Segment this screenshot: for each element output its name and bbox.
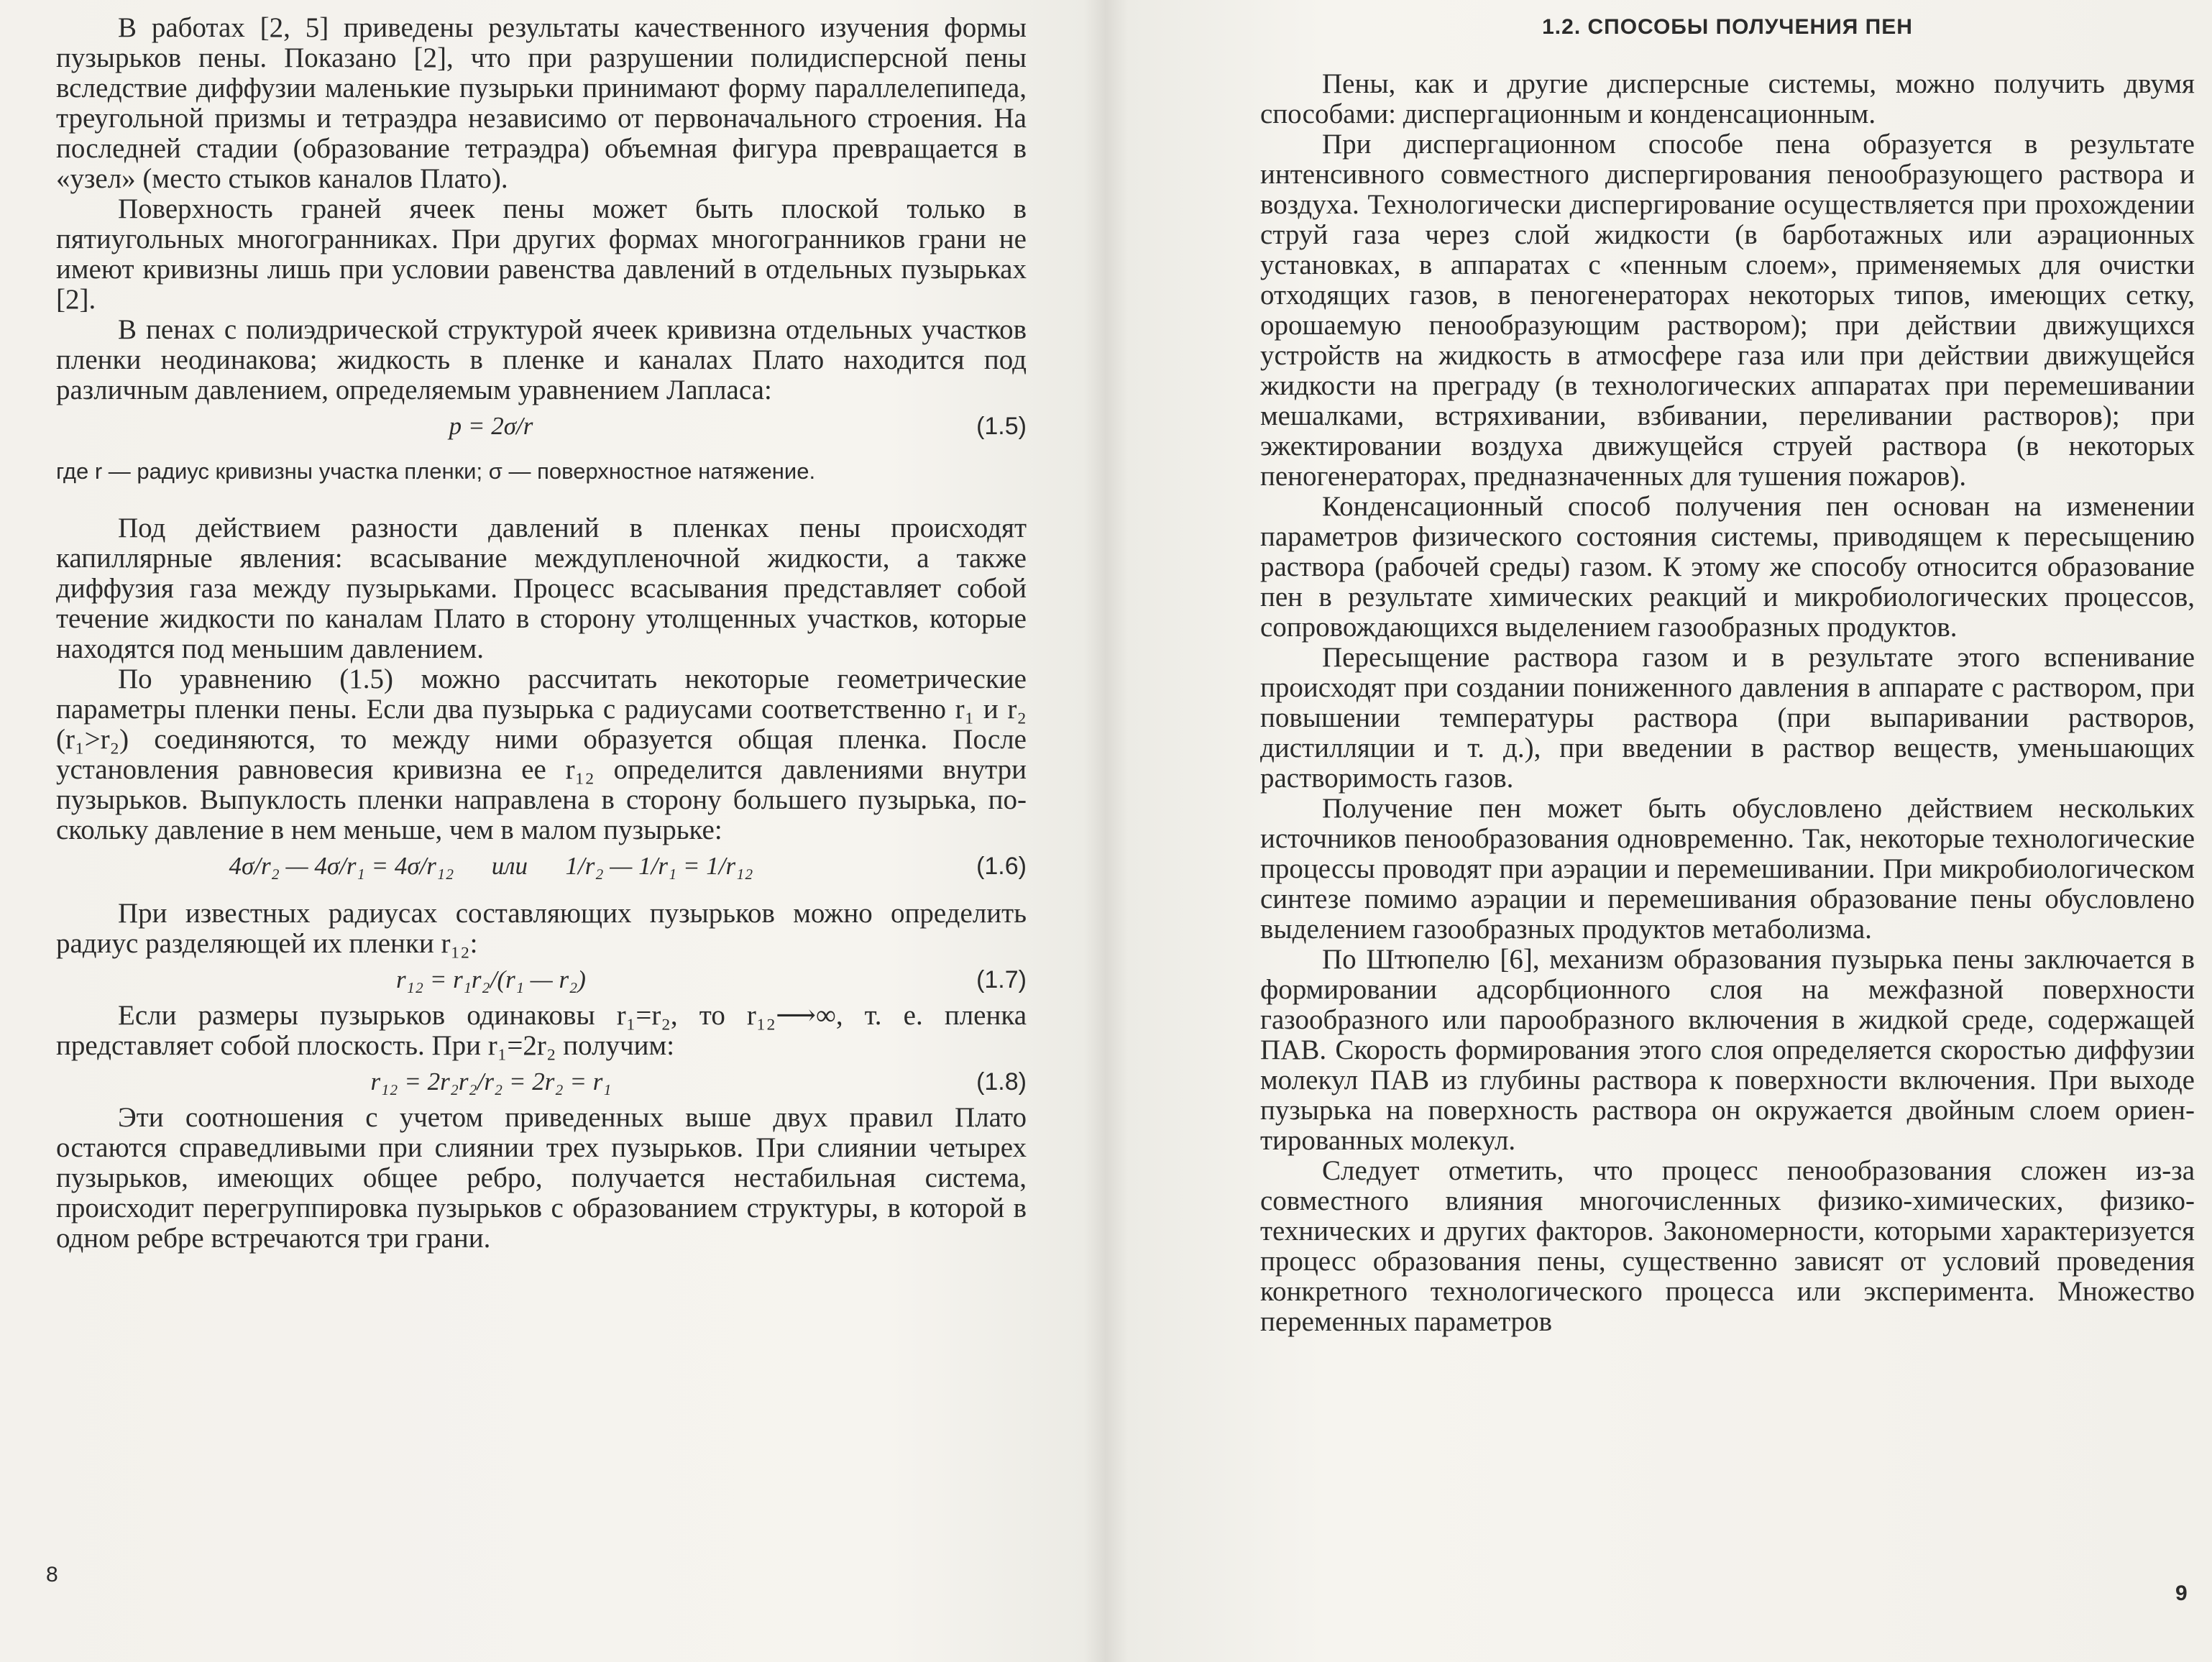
left-paragraph-1: В работах [2, 5] приведены результаты качественного изучения формы пузырьков пены. Показано [2], что при разрушении полидисперсной пены вследствие диффузии маленькие пузырьки принимают форму параллелепипеда, треугольной призмы и тетраэдра независимо от первоначального строения. На последней стадии (образование тетраэдра) объемная фигура превращается в «узел» (место стыков каналов Плато). [56,12,1027,194]
equation-1-6 [56,845,1027,887]
equation-1-8-number: (1.8) [976,1068,1027,1096]
right-paragraph-5: Получение пен может быть обусловлено действием нескольких источников пенообразования одновременно. Так, некоторые технологические процессы проводят при аэрации и перемешивании. При микробиологическом синтезе помимо аэрации и перемешивания образование пены обусловлено выделением газообразных продуктов метаболизма. [1260,793,2195,945]
right-page [1106,0,2212,1662]
equation-1-8 [56,1061,1027,1103]
left-paragraph-6: При известных радиусах составляющих пузырьков можно определить радиус разделяющей их пленки r₁₂: [56,898,1027,959]
left-paragraph-5: По уравнению (1.5) можно рассчитать некоторые геометрические параметры пленки пены. Если два пузырька с радиусами соответственно r₁ и r₂ (r₁>r₂) соединяются, то между ними образуется общая пленка. После установления равновесия кривизна ее r₁₂ определится давлениями внутри пузырьков. Выпуклость пленки направлена в сторону большего пузырька, поскольку давление в нем меньше, чем в малом пузырьке: [56,664,1027,845]
equation-1-6-expression: 4σ/r₂ — 4σ/r₁ = 4σ/r₁₂ или 1/r₂ — 1/r₁ = 1/r₁₂ [229,852,753,880]
right-paragraph-1: Пены, как и другие дисперсные системы, можно получить двумя способами: диспергационным и конденсационным. [1260,68,2195,129]
equation-1-7 [56,959,1027,1001]
left-paragraph-7: Если размеры пузырьков одинаковы r₁=r₂, то r₁₂⟶∞, т. е. пленка представляет собой плоскость. При r₁=2r₂ получим: [56,1000,1027,1061]
equation-1-5-expression: p = 2σ/r [449,412,533,440]
right-paragraph-7: Следует отметить, что процесс пенообразования сложен из-за совместного влияния многочисленных физико-химических, физико-технических и других факторов. Закономерности, которыми характеризуется процесс образования пены, существенно зависят от условий проведения конкретного технологического процесса или эксперимента. Множество переменных параметров [1260,1155,2195,1337]
section-heading: 1.2. СПОСОБЫ ПОЛУЧЕНИЯ ПЕН [1542,15,1913,39]
left-paragraph-2: Поверхность граней ячеек пены может быть плоской только в пятиугольных многогранниках. При других формах многогранников грани не имеют кривизны лишь при условии равенства давлений в отдельных пузырьках [2]. [56,193,1027,315]
left-text-column [56,13,1027,1254]
equation-1-5 [56,405,1027,447]
left-paragraph-8: Эти соотношения с учетом приведенных выше двух правил Плато остаются справедливыми при слиянии трех пузырьков. При слиянии четырех пузырьков, имеющих общее ребро, получается нестабильная система, происходит перегруппировка пузырьков с образованием структуры, в которой в одном ребре встречаются три грани. [56,1102,1027,1254]
left-paragraph-4: Под действием разности давлений в пленках пены происходят капиллярные явления: всасывание междупленочной жидкости, а также диффузия газа между пузырьками. Процесс всасывания представляет собой течение жидкости по каналам Плато в сторону утолщенных участков, которые находятся под меньшим давлением. [56,513,1027,664]
equation-1-5-number: (1.5) [976,413,1027,440]
equation-1-8-expression: r₁₂ = 2r₂r₂/r₂ = 2r₂ = r₁ [370,1068,612,1096]
right-paragraph-6: По Штюпелю [6], механизм образования пузырька пены заключается в формировании адсорбционного слоя на межфазной поверхности газообразного или парообразного включения в жидкой среде, содержащей ПАВ. Скорость формирования этого слоя определяется скоростью диффузии молекул ПАВ из глубины раствора к поверхности включения. При выходе пузырька на поверхность раствора он окружается двойным слоем ориентированных молекул. [1260,944,2195,1156]
right-page-number: 9 [2175,1581,2188,1605]
left-paragraph-3: В пенах с полиэдрической структурой ячеек кривизна отдельных участков пленки неодинакова; жидкость в пленке и каналах Плато находится под различным давлением, определяемым уравнением Лапласа: [56,314,1027,405]
equation-1-6-number: (1.6) [976,853,1027,880]
right-paragraph-2: При диспергационном способе пена образуется в результате интенсивного совместного диспергирования пенообразующего раствора и воздуха. Технологически диспергирование осуществляется при прохождении струй газа через слой жидкости (в барботажных или аэрационных установках, в аппаратах с «пенным слоем», применяемых для очистки отходящих газов, в пеногенераторах некоторых типов, имеющих сетку, орошаемую пенообразующим раствором); при действии движущихся устройств на жидкость в атмосфере газа или при действии движущейся жидкости на преграду (в технологических аппаратах при перемешивании мешалками, встряхивании, взбивании, переливании растворов); при эжектировании воздуха движущейся струей раствора (в некоторых пеногенераторах, предназначенных для тушения пожаров). [1260,129,2195,492]
equation-1-7-expression: r₁₂ = r₁r₂/(r₁ — r₂) [396,965,586,993]
left-page-number: 8 [46,1563,58,1587]
right-paragraph-3: Конденсационный способ получения пен основан на изменении параметров физического состояния системы, приводящем к пересыщению раствора (рабочей среды) газом. К этому же способу относится образование пен в результате химических реакций и микробиологических процессов, сопровождающихся выделением газообразных продуктов. [1260,491,2195,643]
right-text-column [1260,13,2195,1337]
right-paragraph-4: Пересыщение раствора газом и в результате этого вспенивание происходят при создании пониженного давления в аппарате с раствором, при повышении температуры раствора (при выпаривании растворов, дистилляции и т. д.), при введении в раствор веществ, уменьшающих растворимость газов. [1260,642,2195,794]
equation-1-5-legend: где r — радиус кривизны участка пленки; σ — поверхностное натяжение. [56,459,816,484]
equation-1-7-number: (1.7) [976,966,1027,993]
